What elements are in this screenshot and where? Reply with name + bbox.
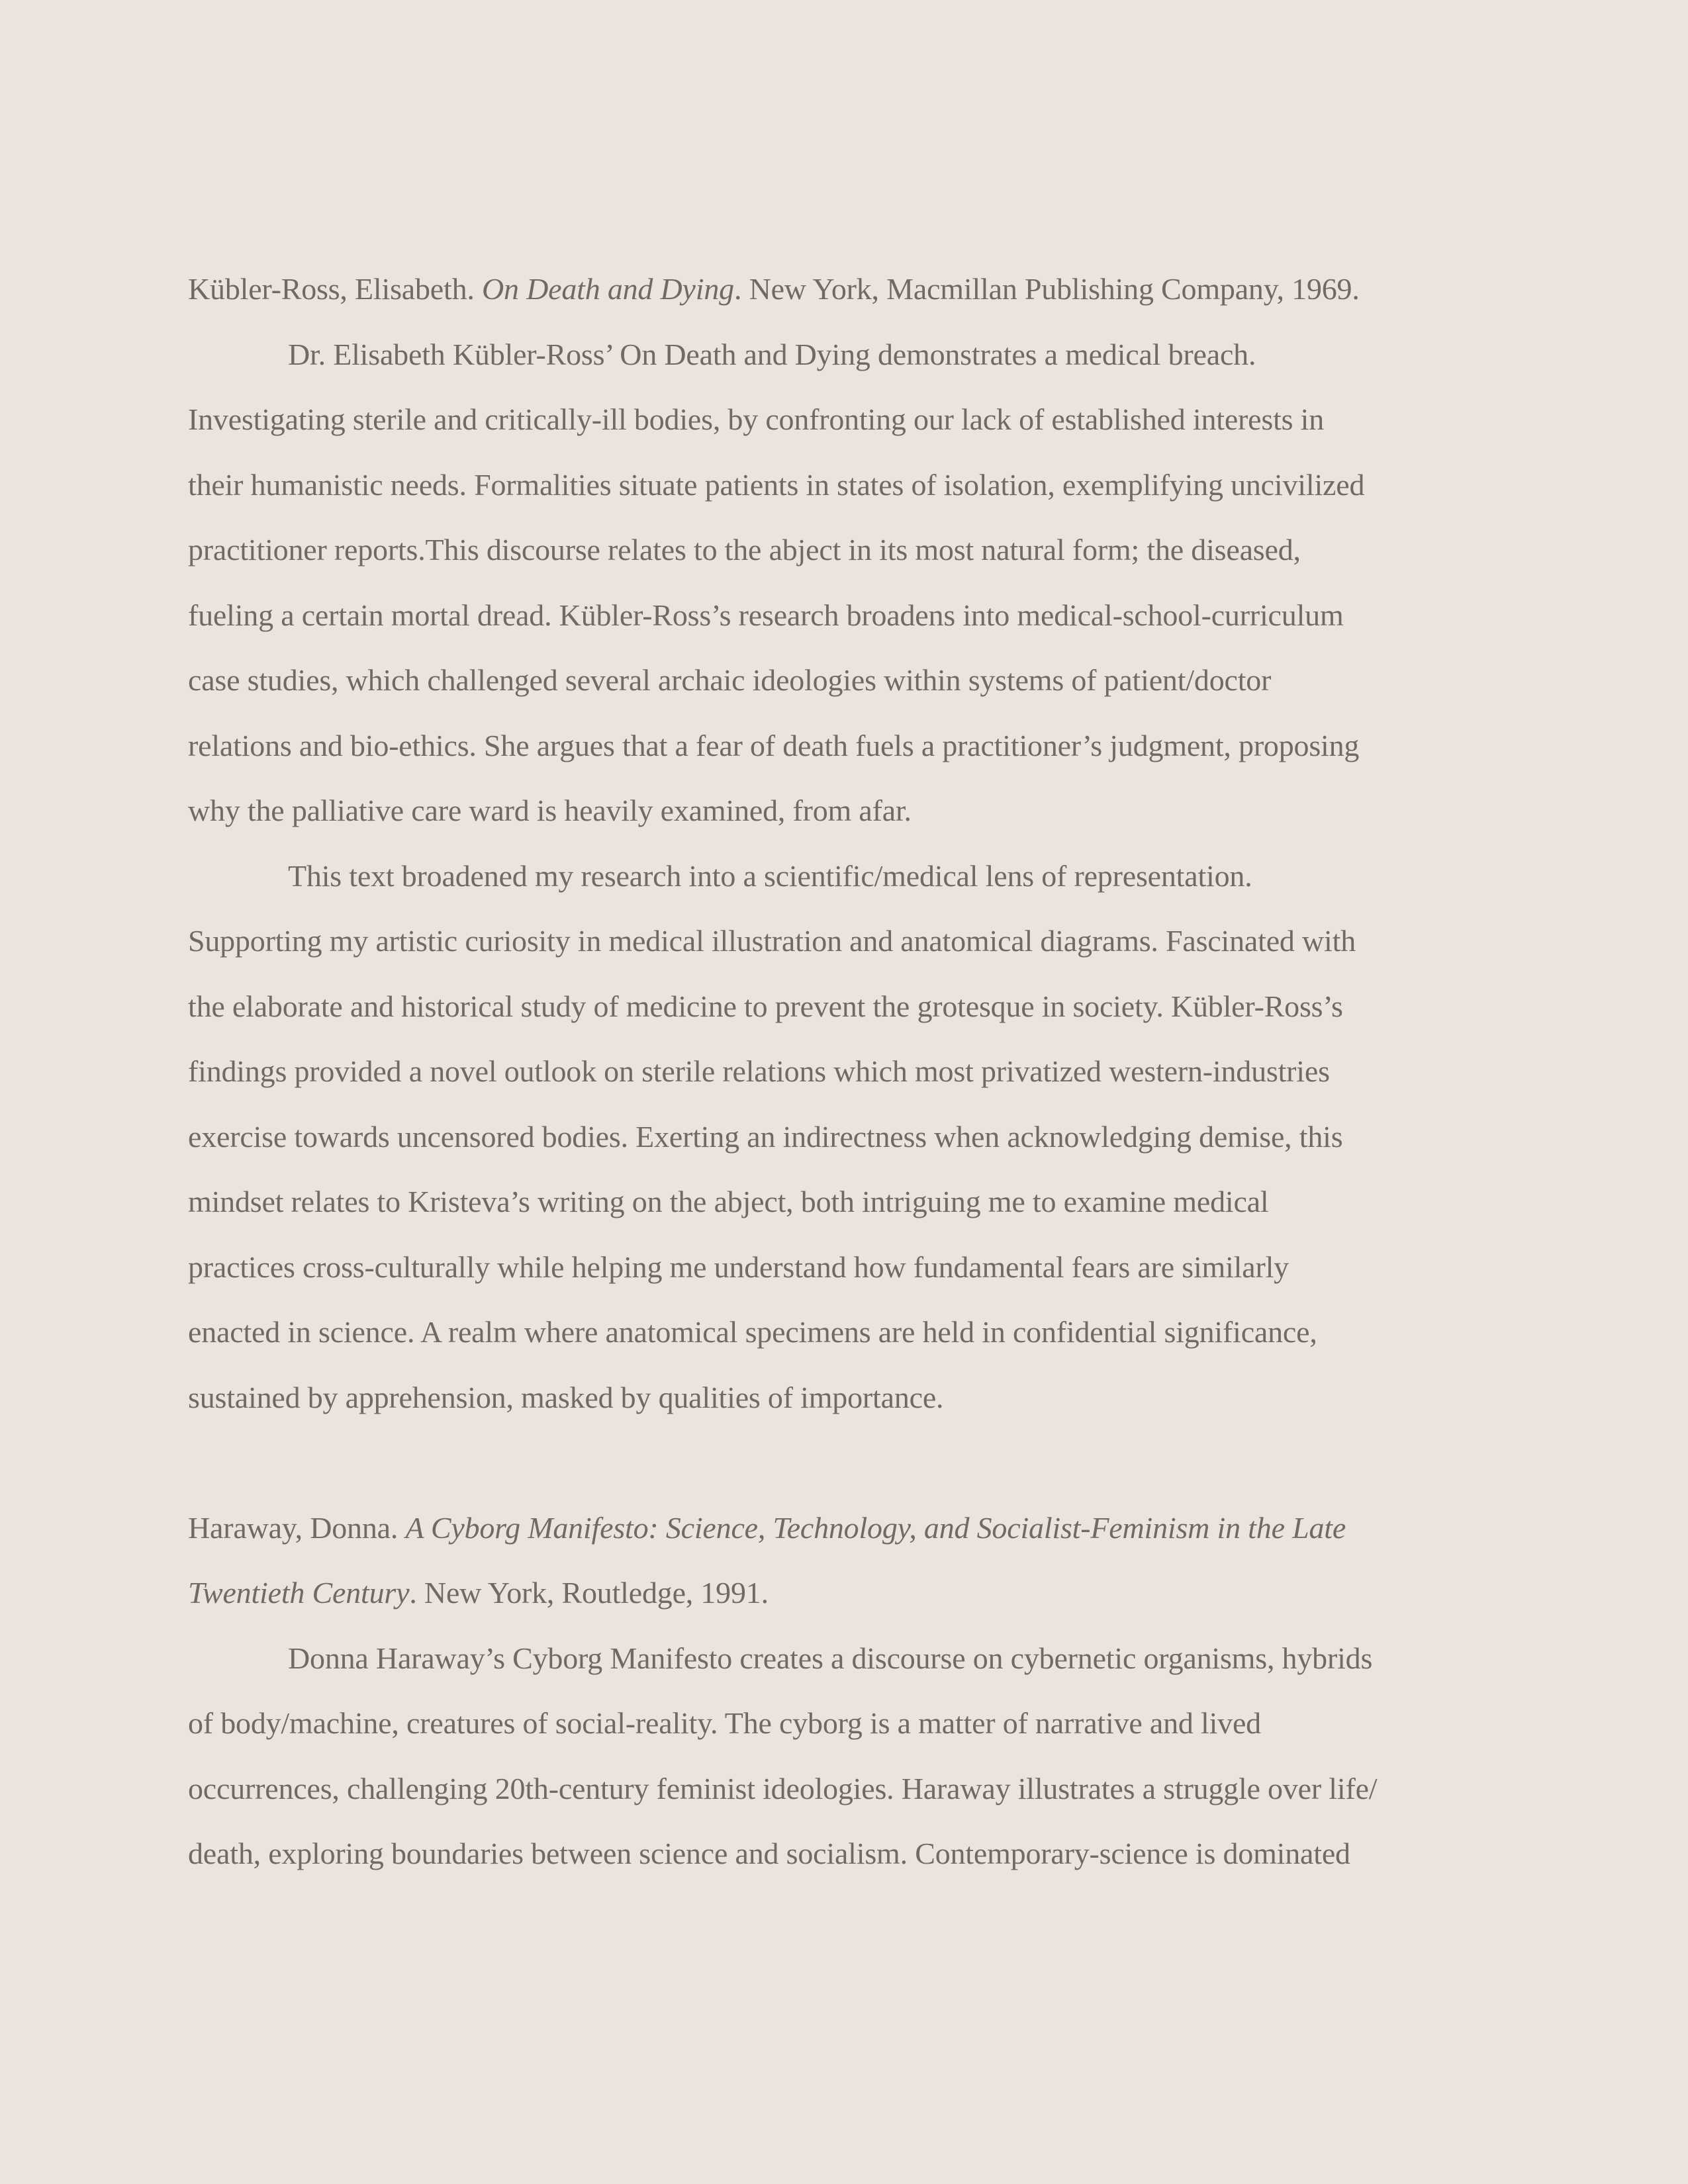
paragraph-line: the elaborate and historical study of medicine to prevent the grotesque in society. Kübler-Ross’s	[188, 989, 1343, 1023]
bibliography-entry-kubler-ross	[188, 257, 1512, 1430]
paragraph-line: sustained by apprehension, masked by qualities of importance.	[188, 1380, 944, 1414]
paragraph-line: their humanistic needs. Formalities situate patients in states of isolation, exemplifying uncivilized	[188, 467, 1365, 502]
bibliography-entry-haraway	[188, 1496, 1512, 1887]
document-page	[188, 257, 1512, 1887]
paragraph-line: enacted in science. A realm where anatomical specimens are held in confidential significance,	[188, 1315, 1317, 1349]
paragraph-line: death, exploring boundaries between science and socialism. Contemporary-science is dominated	[188, 1837, 1350, 1870]
reflection-paragraph	[188, 844, 1512, 1431]
paragraph-line: Supporting my artistic curiosity in medical illustration and anatomical diagrams. Fascinated with	[188, 924, 1356, 958]
paragraph-line: mindset relates to Kristeva’s writing on the abject, both intriguing me to examine medical	[188, 1185, 1269, 1218]
citation-line	[188, 1496, 1512, 1561]
paragraph-line: fueling a certain mortal dread. Kübler-Ross’s research broadens into medical-school-curriculum	[188, 598, 1344, 632]
citation-line	[188, 1561, 1512, 1626]
paragraph-line: practices cross-culturally while helping me understand how fundamental fears are similarly	[188, 1250, 1289, 1284]
citation-title: A Cyborg Manifesto: Science, Technology, and Socialist-Feminism in the Late	[405, 1510, 1346, 1545]
paragraph-line: exercise towards uncensored bodies. Exerting an indirectness when acknowledging demise, this	[188, 1119, 1343, 1154]
paragraph-line: why the palliative care ward is heavily examined, from afar.	[188, 794, 912, 827]
citation-author: Kübler-Ross, Elisabeth.	[188, 272, 482, 306]
citation-publication: . New York, Routledge, 1991.	[409, 1576, 769, 1610]
paragraph-line: relations and bio-ethics. She argues that a fear of death fuels a practitioner’s judgment, proposing	[188, 728, 1360, 762]
citation-title: On Death and Dying	[482, 272, 734, 306]
citation-publication: . New York, Macmillan Publishing Company, 1969.	[733, 272, 1360, 306]
annotation-paragraph	[188, 1626, 1512, 1887]
paragraph-line: Donna Haraway’s Cyborg Manifesto creates a discourse on cybernetic organisms, hybrids	[288, 1641, 1373, 1675]
entry-spacer	[188, 1430, 1512, 1496]
citation-title-continued: Twentieth Century	[188, 1576, 410, 1610]
paragraph-line: case studies, which challenged several archaic ideologies within systems of patient/doctor	[188, 663, 1272, 697]
paragraph-line: practitioner reports.This discourse relates to the abject in its most natural form; the diseased,	[188, 533, 1301, 567]
paragraph-line: Investigating sterile and critically-ill bodies, by confronting our lack of established interests in	[188, 402, 1325, 436]
paragraph-line: Dr. Elisabeth Kübler-Ross’ On Death and Dying demonstrates a medical breach.	[288, 337, 1256, 371]
paragraph-line: This text broadened my research into a scientific/medical lens of representation.	[288, 858, 1252, 893]
citation-author: Haraway, Donna.	[188, 1510, 406, 1545]
citation-line	[188, 257, 1512, 322]
annotation-paragraph	[188, 322, 1512, 844]
paragraph-line: findings provided a novel outlook on sterile relations which most privatized western-industries	[188, 1054, 1330, 1088]
paragraph-line: of body/machine, creatures of social-reality. The cyborg is a matter of narrative and lived	[188, 1706, 1261, 1740]
paragraph-line: occurrences, challenging 20th-century feminist ideologies. Haraway illustrates a struggle over life/	[188, 1771, 1378, 1805]
